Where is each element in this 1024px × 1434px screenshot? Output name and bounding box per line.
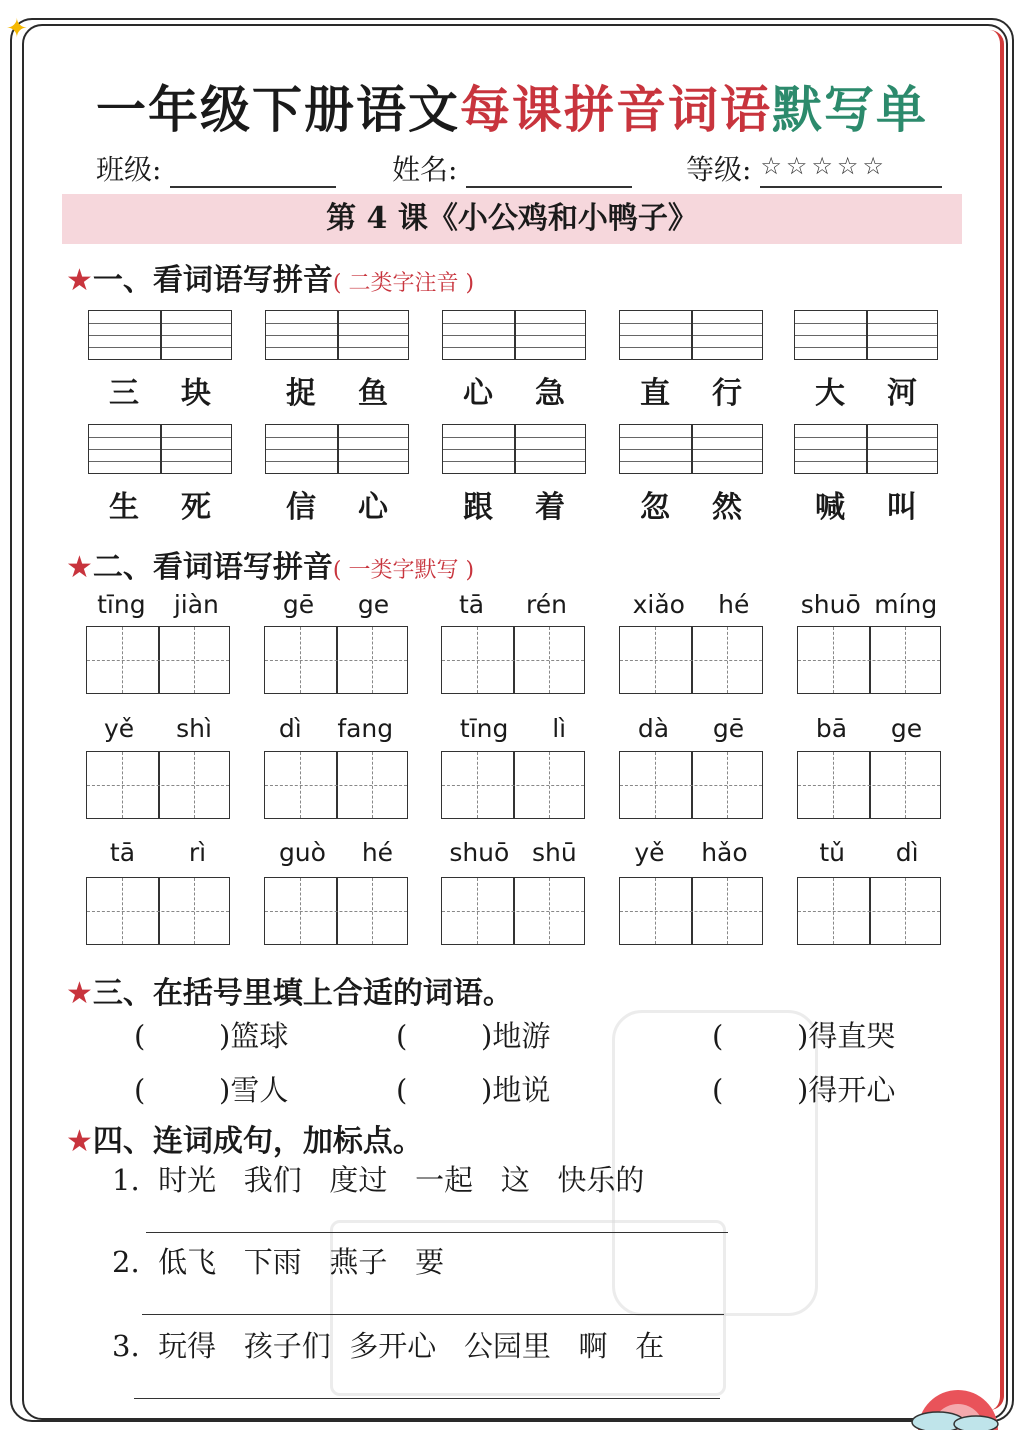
fill-blank-item[interactable]: ( )得开心: [712, 1073, 896, 1107]
pinyin-syllable: hé: [361, 838, 394, 867]
pinyin-syllable: shuō: [449, 838, 510, 867]
pinyin-syllable: fang: [337, 714, 394, 743]
star-icon: ★: [66, 263, 93, 298]
pinyin-syllable: lì: [552, 714, 567, 743]
grade-field: [686, 148, 942, 188]
name-field: [392, 148, 632, 188]
pinyin-syllable: dì: [895, 838, 919, 867]
character: 急: [535, 376, 565, 411]
pinyin-label: [616, 590, 766, 619]
sentence-prompt: 1. 时光 我们 度过 一起 这 快乐的: [112, 1163, 645, 1197]
answer-line[interactable]: [134, 1398, 720, 1399]
fill-blank-item[interactable]: ( )雪人: [134, 1073, 289, 1107]
pinyin-label: [438, 838, 588, 867]
star-icon: ★: [66, 976, 93, 1011]
pinyin-label: [616, 838, 766, 867]
sparkle-icon: ✦: [6, 14, 28, 44]
character: 着: [535, 490, 565, 525]
pinyin-label: [616, 714, 766, 743]
pinyin-syllable: tā: [458, 590, 485, 619]
character-writing-box[interactable]: [441, 751, 585, 819]
pinyin-label: [438, 714, 588, 743]
word-label: [619, 368, 763, 412]
character: 块: [181, 376, 211, 411]
pinyin-label: [261, 590, 411, 619]
character: 喊: [815, 490, 845, 525]
sun-cloud-icon: [898, 1372, 1008, 1430]
fill-blank-item[interactable]: ( )得直哭: [712, 1019, 896, 1053]
word-label: [442, 482, 586, 526]
section-2-note: ( 一类字默写 ): [332, 558, 475, 583]
character: 河: [887, 376, 917, 411]
pinyin-syllable: shū: [531, 838, 577, 867]
character-writing-box[interactable]: [86, 877, 230, 945]
character: 三: [109, 376, 139, 411]
section-1-heading: [66, 255, 474, 299]
pinyin-syllable: ge: [890, 714, 923, 743]
pinyin-writing-box[interactable]: [794, 310, 938, 360]
section-1-note: ( 二类字注音 ): [332, 271, 475, 296]
pinyin-label: [794, 714, 944, 743]
character-writing-box[interactable]: [441, 626, 585, 694]
pinyin-writing-box[interactable]: [442, 310, 586, 360]
name-blank[interactable]: [466, 152, 632, 188]
pinyin-writing-box[interactable]: [442, 424, 586, 474]
pinyin-label: [83, 838, 233, 867]
pinyin-syllable: tīng: [459, 714, 509, 743]
fill-blank-item[interactable]: ( )地游: [396, 1019, 551, 1053]
class-label: 班级:: [96, 153, 162, 186]
answer-line[interactable]: [142, 1314, 724, 1315]
character: 死: [181, 490, 211, 525]
character: 信: [286, 490, 316, 525]
lesson-title: 第 4 课《小公鸡和小鸭子》: [62, 194, 962, 244]
word-label: [619, 482, 763, 526]
character: 鱼: [358, 376, 388, 411]
pinyin-syllable: rì: [188, 838, 207, 867]
fill-blank-item[interactable]: ( )篮球: [134, 1019, 289, 1053]
section-4-title: 四、连词成句，加标点。: [92, 1124, 423, 1159]
pinyin-label: [83, 714, 233, 743]
character-writing-box[interactable]: [264, 626, 408, 694]
pinyin-writing-box[interactable]: [619, 424, 763, 474]
pinyin-label: [261, 838, 411, 867]
word-label: [794, 482, 938, 526]
sentence-prompt: 2. 低飞 下雨 燕子 要: [112, 1245, 445, 1279]
word-label: [265, 368, 409, 412]
word-label: [88, 368, 232, 412]
pinyin-syllable: jiàn: [173, 590, 219, 619]
pinyin-syllable: hé: [718, 590, 750, 619]
character-writing-box[interactable]: [797, 877, 941, 945]
character-writing-box[interactable]: [619, 751, 763, 819]
word-label: [442, 368, 586, 412]
character: 心: [463, 376, 493, 411]
star-icon: ★: [66, 550, 93, 585]
pinyin-syllable: shuō: [800, 590, 861, 619]
pinyin-syllable: ge: [357, 590, 390, 619]
pinyin-syllable: dà: [637, 714, 670, 743]
character: 忽: [640, 490, 670, 525]
character-writing-box[interactable]: [619, 626, 763, 694]
answer-line[interactable]: [146, 1232, 728, 1233]
pinyin-syllable: gē: [282, 590, 315, 619]
pinyin-writing-box[interactable]: [619, 310, 763, 360]
pinyin-label: [83, 590, 233, 619]
grade-stars[interactable]: ☆☆☆☆☆: [760, 152, 942, 188]
pinyin-syllable: yě: [103, 714, 135, 743]
pinyin-syllable: shì: [176, 714, 212, 743]
grade-label: 等级:: [686, 153, 752, 186]
pinyin-syllable: tǔ: [819, 838, 846, 867]
pinyin-writing-box[interactable]: [265, 310, 409, 360]
character-writing-box[interactable]: [86, 626, 230, 694]
character-writing-box[interactable]: [619, 877, 763, 945]
character-writing-box[interactable]: [797, 626, 941, 694]
section-3-title: 三、在括号里填上合适的词语。: [92, 976, 513, 1011]
pinyin-label: [261, 714, 411, 743]
pinyin-label: [438, 590, 588, 619]
pinyin-writing-box[interactable]: [265, 424, 409, 474]
character: 大: [815, 376, 845, 411]
pinyin-writing-box[interactable]: [88, 310, 232, 360]
character-writing-box[interactable]: [441, 877, 585, 945]
pinyin-label: [794, 838, 944, 867]
pinyin-syllable: yě: [634, 838, 665, 867]
pinyin-syllable: xiǎo: [632, 590, 685, 619]
section-2-title: 二、看词语写拼音: [92, 550, 333, 585]
character: 捉: [286, 376, 316, 411]
character: 然: [712, 490, 742, 525]
word-label: [794, 368, 938, 412]
page-frame-accent: [990, 30, 1004, 1410]
pinyin-syllable: guò: [278, 838, 326, 867]
word-label: [88, 482, 232, 526]
character: 生: [109, 490, 139, 525]
pinyin-syllable: tīng: [97, 590, 146, 619]
word-label: [265, 482, 409, 526]
pinyin-syllable: gē: [712, 714, 745, 743]
page-title: [0, 70, 1024, 142]
title-part-2: 每课拼音词语: [460, 80, 772, 139]
class-blank[interactable]: [170, 152, 336, 188]
class-field: [96, 148, 336, 188]
pinyin-syllable: hǎo: [701, 838, 748, 867]
section-3-heading: [66, 968, 513, 1012]
pinyin-syllable: dì: [278, 714, 302, 743]
character: 心: [358, 490, 388, 525]
section-2-heading: [66, 542, 474, 586]
star-icon: ★: [66, 1124, 93, 1159]
sentence-prompt: 3. 玩得 孩子们 多开心 公园里 啊 在: [112, 1329, 665, 1363]
title-part-3: 默写单: [772, 80, 928, 139]
pinyin-writing-box[interactable]: [794, 424, 938, 474]
character-writing-box[interactable]: [264, 877, 408, 945]
title-part-1: 一年级下册语文: [96, 80, 460, 139]
pinyin-writing-box[interactable]: [88, 424, 232, 474]
section-1-title: 一、看词语写拼音: [92, 263, 333, 298]
character-writing-box[interactable]: [264, 751, 408, 819]
pinyin-label: [794, 590, 944, 619]
section-4-heading: [66, 1116, 423, 1160]
pinyin-syllable: tā: [109, 838, 136, 867]
pinyin-syllable: míng: [874, 590, 938, 619]
character: 行: [712, 376, 742, 411]
character-writing-box[interactable]: [86, 751, 230, 819]
character: 叫: [887, 490, 917, 525]
fill-blank-item[interactable]: ( )地说: [396, 1073, 551, 1107]
pinyin-syllable: rén: [526, 590, 568, 619]
character: 直: [640, 376, 670, 411]
character-writing-box[interactable]: [797, 751, 941, 819]
pinyin-syllable: bā: [815, 714, 848, 743]
character: 跟: [463, 490, 493, 525]
name-label: 姓名:: [392, 153, 458, 186]
